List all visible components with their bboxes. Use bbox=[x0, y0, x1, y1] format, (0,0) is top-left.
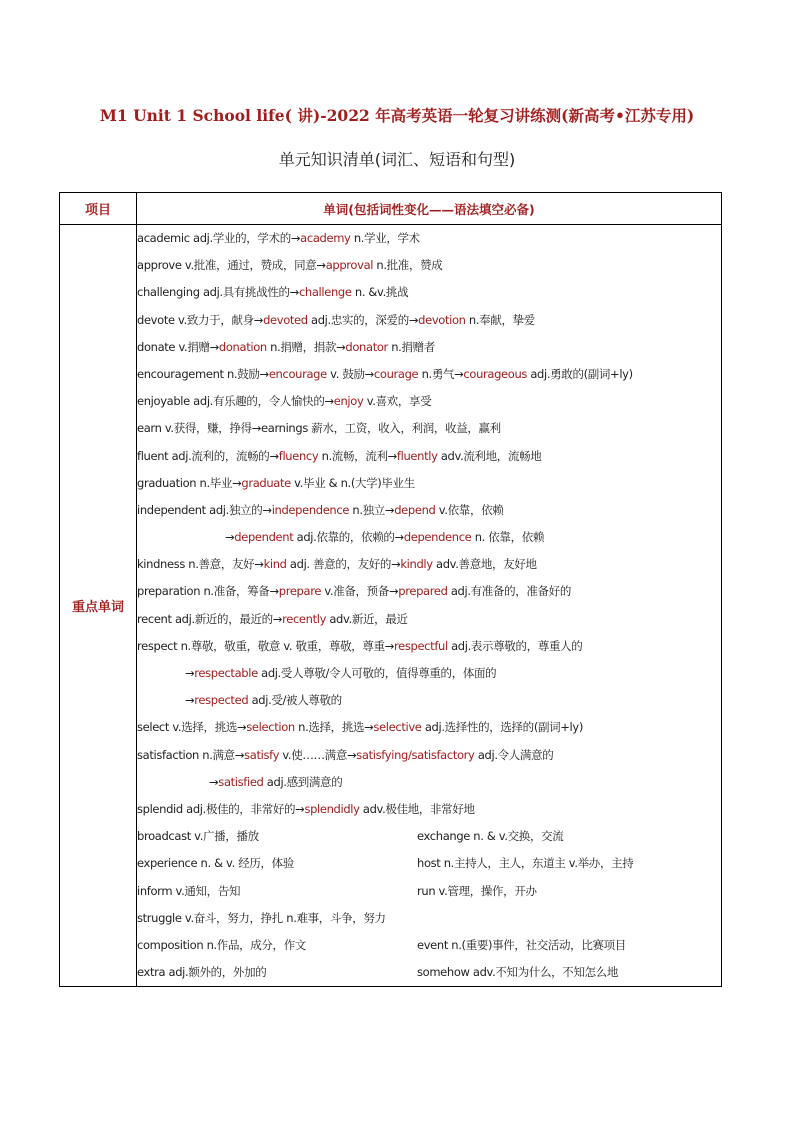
entry-text: n.勇气→ bbox=[418, 366, 464, 381]
derived-word: donation bbox=[218, 339, 267, 354]
derived-word: depend bbox=[394, 502, 436, 517]
derived-word: challenge bbox=[298, 285, 352, 300]
vocab-entry bbox=[137, 470, 721, 497]
document-title: M1 Unit 1 School life( 讲)-2022 年高考英语一轮复习讲练测(新高考•江苏专用) bbox=[99, 106, 695, 125]
derived-word: academy bbox=[300, 231, 351, 245]
vocab-entry bbox=[137, 796, 721, 823]
entry-text: adj.选择性的，选择的(副词+ly) bbox=[421, 720, 583, 735]
vocab-entry bbox=[137, 361, 721, 388]
entry-text: recent adj.新近的，最近的→ bbox=[137, 611, 283, 626]
entry-text: n.学业，学术 bbox=[350, 231, 420, 245]
vocab-entry bbox=[137, 443, 721, 470]
entry-text: adj.受人尊敬/令人可敬的，值得尊重的，体面的 bbox=[257, 666, 497, 680]
table-header-row bbox=[60, 193, 722, 225]
entry-text: graduation n.毕业→ bbox=[137, 475, 242, 490]
derived-word: courage bbox=[373, 366, 419, 381]
entry-text: adj.受/被人尊敬的 bbox=[248, 693, 342, 708]
vocab-entry: inform v.通知，告知 bbox=[137, 883, 241, 898]
vocab-entry bbox=[137, 769, 721, 796]
derived-word: independence bbox=[271, 502, 350, 517]
entry-text: enjoyable adj.有乐趣的，令人愉快的→ bbox=[137, 394, 334, 409]
vocab-entry: experience n. & v. 经历，体验 bbox=[137, 856, 294, 871]
entry-text: adj.感到满意的 bbox=[263, 774, 343, 789]
entry-text: approve v.批准，通过，赞成，同意→ bbox=[137, 258, 326, 273]
vocab-entry bbox=[137, 279, 721, 306]
entry-text: splendid adj.极佳的，非常好的→ bbox=[137, 801, 305, 816]
entry-text: v.准备，预备→ bbox=[321, 584, 399, 599]
derived-word: devoted bbox=[263, 312, 308, 327]
entry-text: preparation n.准备，筹备→ bbox=[137, 584, 279, 599]
entry-text: → bbox=[185, 666, 195, 680]
derived-word: respected bbox=[194, 693, 249, 708]
entry-text: adj.有准备的，准备好的 bbox=[447, 584, 571, 599]
header-item: 项目 bbox=[60, 193, 137, 225]
entry-text: adv.流利地，流畅地 bbox=[437, 448, 542, 463]
header-words: 单词(包括词性变化——语法填空必备) bbox=[137, 193, 722, 225]
derived-word: dependence bbox=[403, 530, 472, 545]
vocab-entry: host n.主持人，主人，东道主 v.举办，主持 bbox=[417, 856, 634, 871]
derived-word: approval bbox=[325, 258, 374, 273]
entry-text: n.奉献，挚爱 bbox=[465, 312, 535, 327]
entry-text: satisfaction n.满意→ bbox=[137, 747, 245, 762]
vocab-entry bbox=[137, 687, 721, 714]
entry-text: kindness n.善意，友好→ bbox=[137, 557, 264, 572]
derived-word: courageous bbox=[463, 366, 528, 381]
vocab-pair-row bbox=[137, 850, 721, 877]
vocab-entry: somehow adv.不知为什么，不知怎么地 bbox=[417, 965, 619, 980]
document-subtitle: 单元知识清单(词汇、短语和句型) bbox=[278, 150, 516, 169]
entry-text: fluent adj.流利的，流畅的→ bbox=[137, 448, 279, 463]
entry-text: v.毕业 & n.(大学)毕业生 bbox=[290, 475, 415, 490]
derived-word: kind bbox=[263, 557, 287, 572]
entry-text: n.批准，赞成 bbox=[373, 258, 443, 273]
entry-text: n.流畅，流利→ bbox=[318, 448, 397, 463]
derived-word: fluently bbox=[396, 448, 438, 463]
entry-text: v. 鼓励→ bbox=[326, 366, 374, 381]
vocab-entry bbox=[137, 633, 721, 660]
derived-word: donator bbox=[345, 339, 388, 354]
derived-word: fluency bbox=[278, 448, 319, 463]
vocab-pair-row bbox=[137, 823, 721, 850]
entry-text: adv.极佳地，非常好地 bbox=[359, 801, 475, 816]
derived-word: prepare bbox=[278, 584, 322, 599]
entry-text: adj.依靠的，依赖的→ bbox=[293, 530, 404, 545]
vocab-entry bbox=[137, 497, 721, 524]
derived-word: satisfied bbox=[218, 774, 264, 789]
entry-text: n.捐赠者 bbox=[387, 339, 435, 354]
vocab-entry: composition n.作品，成分，作文 bbox=[137, 937, 307, 952]
entry-text: n.独立→ bbox=[349, 502, 395, 517]
vocab-pair-row bbox=[137, 959, 721, 986]
vocab-pair-row bbox=[137, 932, 721, 959]
derived-word: selective bbox=[373, 720, 422, 735]
derived-word: enjoy bbox=[333, 394, 364, 409]
vocab-entry bbox=[417, 905, 721, 932]
vocab-entry bbox=[137, 307, 721, 334]
entry-text: challenging adj.具有挑战性的→ bbox=[137, 285, 299, 300]
derived-word: splendidly bbox=[304, 801, 360, 816]
vocab-entry: broadcast v.广播，播放 bbox=[137, 829, 259, 844]
derived-word: prepared bbox=[398, 584, 448, 599]
entry-text: n. &v.挑战 bbox=[351, 285, 409, 300]
entry-text: adj.表示尊敬的，尊重人的 bbox=[447, 638, 583, 653]
entry-text: n. 依靠，依赖 bbox=[471, 530, 545, 545]
vocab-entry bbox=[137, 742, 721, 769]
derived-word: respectable bbox=[194, 666, 258, 680]
derived-word: kindly bbox=[400, 557, 433, 572]
derived-word: recently bbox=[282, 611, 327, 626]
entry-text: v.使……满意→ bbox=[279, 747, 357, 762]
vocabulary-table bbox=[59, 192, 722, 987]
vocab-entry bbox=[137, 551, 721, 578]
entry-text: encouragement n.鼓励→ bbox=[137, 366, 269, 381]
derived-word: respectful bbox=[394, 638, 448, 653]
vocab-entry: event n.(重要)事件，社交活动，比赛项目 bbox=[417, 937, 626, 952]
entry-text: adj. 善意的，友好的→ bbox=[286, 557, 401, 572]
derived-word: encourage bbox=[268, 366, 327, 381]
derived-word: dependent bbox=[234, 530, 294, 545]
derived-word: devotion bbox=[418, 312, 466, 327]
vocab-entry: struggle v.奋斗，努力，挣扎 n.难事，斗争，努力 bbox=[137, 910, 386, 925]
vocab-entry bbox=[137, 578, 721, 605]
entry-text: → bbox=[209, 774, 219, 789]
entry-text: adj.忠实的，深爱的→ bbox=[307, 312, 419, 327]
entry-text: donate v.捐赠→ bbox=[137, 339, 219, 354]
vocab-pair-row bbox=[137, 878, 721, 905]
derived-word: selection bbox=[246, 720, 295, 735]
entry-text: adv.善意地，友好地 bbox=[432, 557, 537, 572]
entry-text: select v.选择，挑选→ bbox=[137, 720, 247, 735]
vocab-pair-row bbox=[137, 905, 721, 932]
entry-text: n.捐赠，捐款→ bbox=[266, 339, 346, 354]
vocab-entry bbox=[137, 388, 721, 415]
entry-text: academic adj.学业的，学术的→ bbox=[137, 231, 301, 245]
vocab-entry bbox=[137, 225, 721, 252]
entry-text: → bbox=[185, 693, 195, 708]
entry-text: adv.新近，最近 bbox=[326, 611, 408, 626]
entry-text: independent adj.独立的→ bbox=[137, 502, 272, 517]
entry-text: v.依靠，依赖 bbox=[435, 502, 504, 517]
vocab-entry bbox=[137, 252, 721, 279]
derived-word: satisfy bbox=[244, 747, 280, 762]
entry-text: respect n.尊敬，敬重，敬意 v. 敬重，尊敬，尊重→ bbox=[137, 638, 395, 653]
entry-text: adj.勇敢的(副词+ly) bbox=[527, 366, 633, 381]
vocab-entry bbox=[137, 606, 721, 633]
entry-text: adj.令人满意的 bbox=[474, 747, 554, 762]
entry-text: v.喜欢，享受 bbox=[363, 394, 432, 409]
vocab-list bbox=[137, 225, 722, 987]
entry-text: n.选择，挑选→ bbox=[294, 720, 374, 735]
entry-text: → bbox=[225, 530, 235, 545]
entry-text: earn v.获得，赚，挣得→earnings 薪水，工资，收入，利润，收益，赢利 bbox=[137, 421, 501, 436]
vocab-entry bbox=[137, 334, 721, 361]
vocab-entry bbox=[137, 660, 721, 687]
vocab-entry bbox=[137, 524, 721, 551]
table-body-row bbox=[60, 225, 722, 987]
vocab-entry bbox=[137, 714, 721, 741]
entry-text: devote v.致力于，献身→ bbox=[137, 312, 264, 327]
derived-word: satisfying/satisfactory bbox=[356, 747, 475, 762]
vocab-entry: run v.管理，操作，开办 bbox=[417, 883, 537, 898]
category-label: 重点单词 bbox=[60, 225, 137, 987]
derived-word: graduate bbox=[241, 475, 291, 490]
vocab-entry: extra adj.额外的，外加的 bbox=[137, 965, 267, 980]
vocab-entry: exchange n. & v.交换，交流 bbox=[417, 829, 564, 844]
vocab-entry bbox=[137, 415, 721, 442]
